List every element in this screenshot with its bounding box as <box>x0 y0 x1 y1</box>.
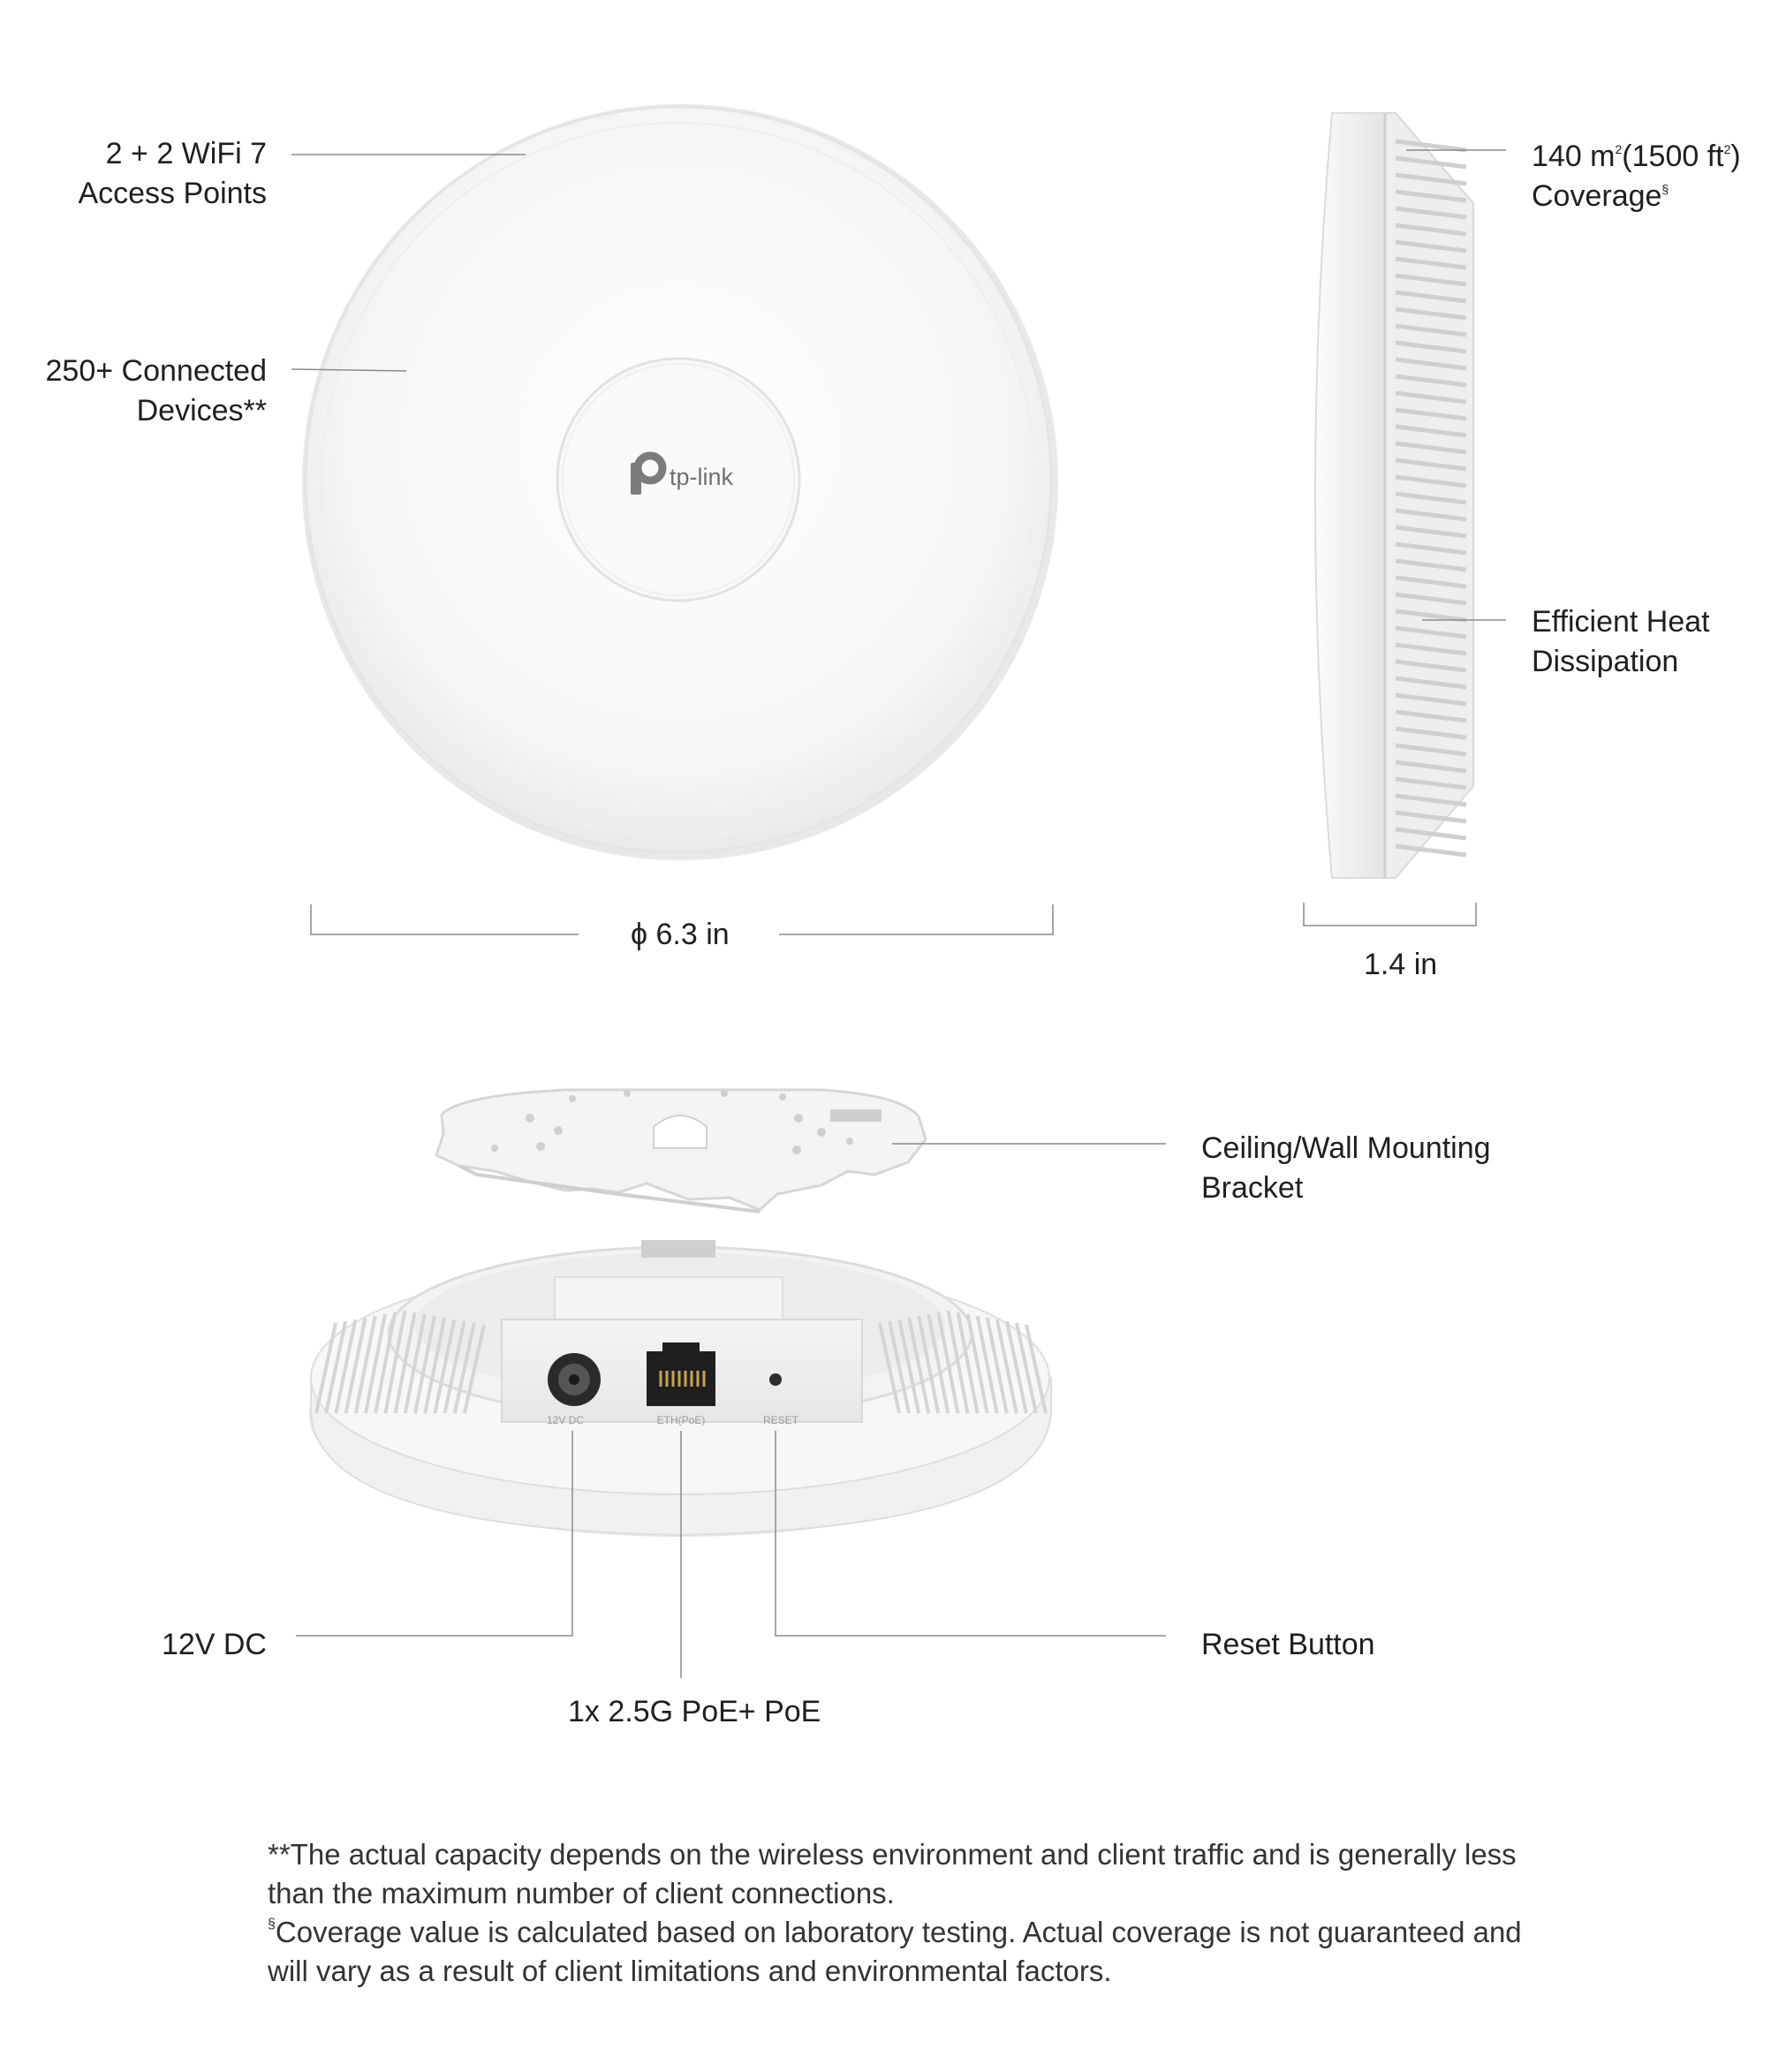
footnotes <box>268 1835 1557 1991</box>
callout-access-points: 2 + 2 WiFi 7 Access Points <box>78 137 267 210</box>
port-label-dc: 12V DC <box>546 1414 585 1426</box>
callout-poe: 1x 2.5G PoE+ PoE <box>568 1695 821 1728</box>
callout-connected-devices: 250+ Connected Devices** <box>45 354 267 427</box>
footnote-capacity: **The actual capacity depends on the wireless environment and client traffic and is generally less than the maximum number of client connections. <box>268 1838 1517 1909</box>
access-point-port-view <box>309 1240 1051 1537</box>
reset-hole-icon <box>769 1373 782 1386</box>
footnote-coverage: §Coverage value is calculated based on laboratory testing. Actual coverage is not guaranteed and will vary as a result of client limitations and environmental factors. <box>268 1916 1522 1987</box>
mounting-bracket <box>436 1090 926 1212</box>
callout-mounting-bracket: Ceiling/Wall Mounting Bracket <box>1201 1131 1491 1205</box>
ethernet-port-icon <box>647 1342 715 1406</box>
dimension-lines <box>311 903 1476 934</box>
port-label-reset: RESET <box>762 1414 799 1426</box>
callout-dc: 12V DC <box>161 1628 267 1661</box>
dimension-height: 1.4 in <box>1364 948 1438 981</box>
callout-heat-dissipation: Efficient Heat Dissipation <box>1532 605 1710 678</box>
callout-reset-button: Reset Button <box>1201 1628 1375 1661</box>
brand-logo-text: tp-link <box>670 464 734 490</box>
dimension-diameter: ϕ 6.3 in <box>631 918 730 951</box>
dc-jack-icon <box>548 1353 601 1406</box>
callout-coverage: 140 $m^2(1500$ $ft^2$) Coverage§ <box>1532 140 1741 213</box>
access-point-side-view <box>1315 113 1473 878</box>
port-label-eth: ETH(PoE) <box>656 1414 706 1426</box>
